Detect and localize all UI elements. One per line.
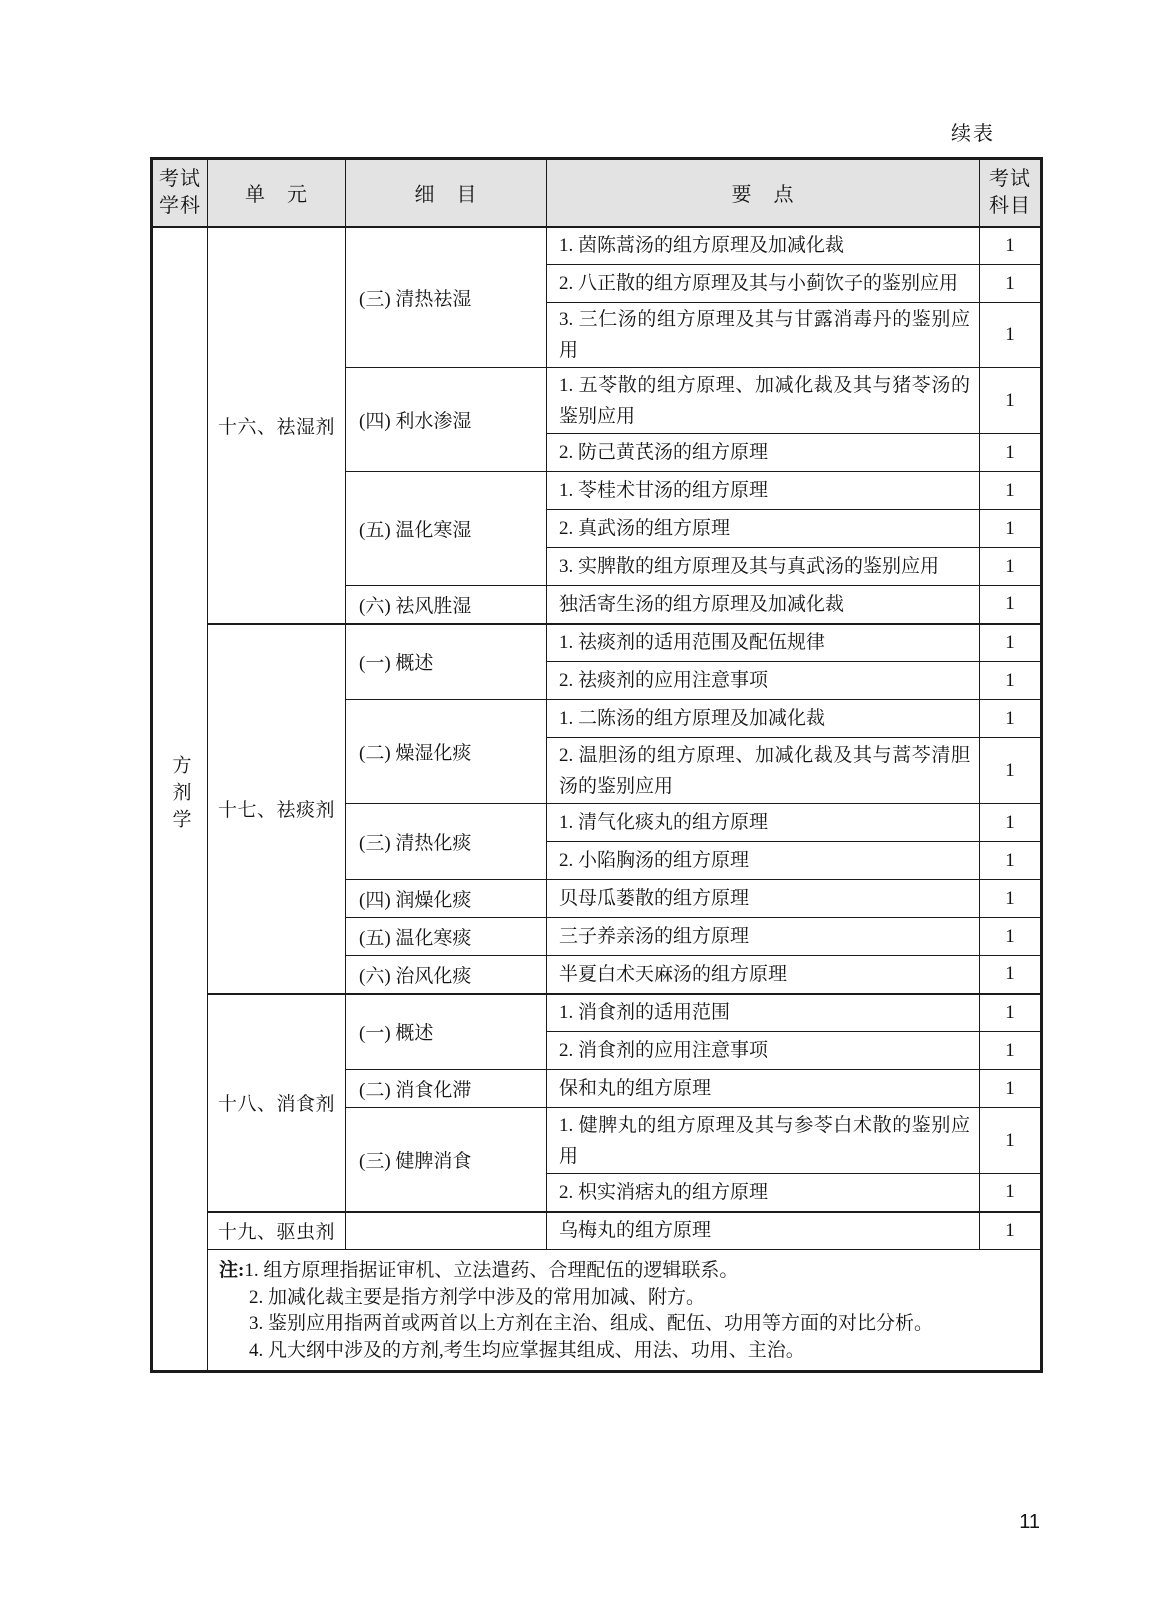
exam-no-cell: 1 [980,510,1042,548]
unit-cell: 十八、消食剂 [208,994,346,1212]
table-row [152,624,1042,662]
exam-no-cell: 1 [980,265,1042,303]
point-cell: 1. 健脾丸的组方原理及其与参苓白术散的鉴别应用 [547,1108,980,1174]
note-line-1 [219,1258,1028,1285]
exam-no-cell: 1 [980,586,1042,624]
exam-no-cell: 1 [980,700,1042,738]
point-cell: 2. 枳实消痞丸的组方原理 [547,1174,980,1212]
detail-cell-empty [346,1212,547,1250]
header-exam-no [980,159,1042,227]
detail-cell: (三) 清热祛湿 [346,227,547,368]
detail-cell: (一) 概述 [346,624,547,700]
point-cell: 3. 三仁汤的组方原理及其与甘露消毒丹的鉴别应用 [547,303,980,368]
header-exam-no-line2: 科目 [989,194,1031,217]
unit-cell: 十七、祛痰剂 [208,624,346,994]
exam-no-cell: 1 [980,918,1042,956]
exam-no-cell: 1 [980,472,1042,510]
point-cell: 1. 茵陈蒿汤的组方原理及加减化裁 [547,227,980,265]
exam-no-cell: 1 [980,1212,1042,1250]
point-cell: 1. 祛痰剂的适用范围及配伍规律 [547,624,980,662]
exam-no-cell: 1 [980,1108,1042,1174]
header-exam-subject-line1: 考试 [159,167,201,190]
exam-no-cell: 1 [980,956,1042,994]
point-cell: 半夏白术天麻汤的组方原理 [547,956,980,994]
point-cell: 2. 消食剂的应用注意事项 [547,1032,980,1070]
exam-no-cell: 1 [980,434,1042,472]
header-points: 要 点 [547,159,980,227]
point-cell: 1. 清气化痰丸的组方原理 [547,804,980,842]
exam-no-cell: 1 [980,842,1042,880]
point-cell: 2. 真武汤的组方原理 [547,510,980,548]
unit-cell: 十六、祛湿剂 [208,227,346,624]
detail-cell: (五) 温化寒湿 [346,472,547,586]
detail-cell: (一) 概述 [346,994,547,1070]
point-cell: 1. 苓桂术甘汤的组方原理 [547,472,980,510]
note-item-3: 3. 鉴别应用指两首或两首以上方剂在主治、组成、配伍、功用等方面的对比分析。 [249,1313,934,1334]
exam-no-cell: 1 [980,738,1042,804]
table-row [152,994,1042,1032]
detail-cell: (五) 温化寒痰 [346,918,547,956]
header-row [152,159,1042,227]
exam-no-cell: 1 [980,662,1042,700]
exam-no-cell: 1 [980,1070,1042,1108]
point-cell: 2. 八正散的组方原理及其与小蓟饮子的鉴别应用 [547,265,980,303]
note-item-2: 2. 加减化裁主要是指方剂学中涉及的常用加减、附方。 [249,1286,706,1308]
point-cell: 三子养亲汤的组方原理 [547,918,980,956]
point-cell: 1. 五苓散的组方原理、加减化裁及其与猪苓汤的鉴别应用 [547,368,980,434]
exam-no-cell: 1 [980,368,1042,434]
point-cell: 乌梅丸的组方原理 [547,1212,980,1250]
detail-cell: (四) 利水渗湿 [346,368,547,472]
detail-cell: (三) 清热化痰 [346,804,547,880]
point-cell: 贝母瓜蒌散的组方原理 [547,880,980,918]
detail-cell: (二) 消食化滞 [346,1070,547,1108]
subject-cell [152,227,208,1372]
header-exam-no-line1: 考试 [989,167,1031,190]
unit-cell: 十九、驱虫剂 [208,1212,346,1250]
exam-no-cell: 1 [980,804,1042,842]
detail-cell: (六) 祛风胜湿 [346,586,547,624]
table-row [152,1212,1042,1250]
point-cell: 2. 祛痰剂的应用注意事项 [547,662,980,700]
detail-cell: (四) 润燥化痰 [346,880,547,918]
point-cell: 独活寄生汤的组方原理及加减化裁 [547,586,980,624]
exam-no-cell: 1 [980,880,1042,918]
point-cell: 1. 消食剂的适用范围 [547,994,980,1032]
detail-cell: (二) 燥湿化痰 [346,700,547,804]
continued-table-label: 续表 [951,123,995,145]
notes-row [152,1250,1042,1372]
page-number: 11 [1019,1511,1040,1533]
point-cell: 3. 实脾散的组方原理及其与真武汤的鉴别应用 [547,548,980,586]
detail-cell: (六) 治风化痰 [346,956,547,994]
exam-no-cell: 1 [980,1174,1042,1212]
point-cell: 2. 小陷胸汤的组方原理 [547,842,980,880]
header-unit: 单 元 [208,159,346,227]
exam-no-cell: 1 [980,303,1042,368]
note-label: 注: [219,1260,245,1281]
detail-cell: (三) 健脾消食 [346,1108,547,1212]
point-cell: 1. 二陈汤的组方原理及加减化裁 [547,700,980,738]
subject-vertical-text: 方剂学 [169,755,191,837]
exam-no-cell: 1 [980,227,1042,265]
notes-cell [208,1250,1042,1372]
note-item-4: 4. 凡大纲中涉及的方剂,考生均应掌握其组成、用法、功用、主治。 [249,1339,805,1361]
exam-no-cell: 1 [980,1032,1042,1070]
exam-no-cell: 1 [980,994,1042,1032]
header-exam-subject-line2: 学科 [159,194,201,217]
exam-no-cell: 1 [980,548,1042,586]
exam-no-cell: 1 [980,624,1042,662]
table-row [152,227,1042,265]
point-cell: 保和丸的组方原理 [547,1070,980,1108]
header-exam-subject [152,159,208,227]
point-cell: 2. 防己黄芪汤的组方原理 [547,434,980,472]
point-cell: 2. 温胆汤的组方原理、加减化裁及其与蒿芩清胆汤的鉴别应用 [547,738,980,804]
header-detail: 细 目 [346,159,547,227]
syllabus-table [150,157,1043,1373]
note-item-1: 1. 组方原理指据证审机、立法遣药、合理配伍的逻辑联系。 [244,1260,739,1281]
